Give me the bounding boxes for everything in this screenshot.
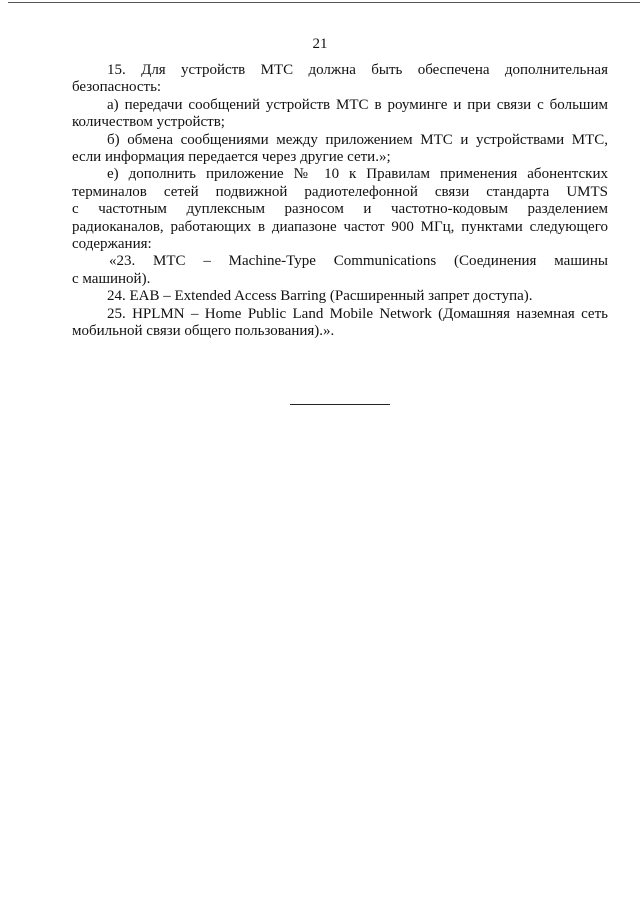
paragraph-24-line-1: 24. EAB – Extended Access Barring (Расширенный запрет доступа). [107, 288, 533, 305]
paragraph-a-line-1: а) передачи сообщений устройств МТС в роуминге и при связи с большим [107, 96, 608, 113]
end-of-document-rule [290, 404, 390, 405]
paragraph-23 [72, 253, 608, 288]
paragraph-25-line-2: мобильной связи общего пользования).». [72, 323, 335, 340]
paragraph-15-line-1: 15. Для устройств МТС должна быть обеспечена дополнительная [107, 62, 608, 78]
paragraph-25 [72, 306, 608, 341]
paragraph-e-line-4: радиоканалов, работающих в диапазоне частот 900 МГц, пунктами следующего [72, 218, 608, 235]
scan-edge-line [8, 2, 640, 3]
paragraph-23-line-2: с машиной). [72, 270, 151, 287]
paragraph-e-line-1: е) дополнить приложение № 10 к Правилам применения абонентских [107, 166, 608, 183]
paragraph-25-line-1: 25. HPLMN – Home Public Land Mobile Network (Домашняя наземная сеть [107, 305, 608, 322]
document-body [72, 62, 608, 341]
paragraph-b [72, 132, 608, 167]
paragraph-a [72, 97, 608, 132]
paragraph-e-line-3: с частотным дуплексным разносом и частотно-кодовым разделением [72, 201, 608, 218]
paragraph-e-line-2: терминалов сетей подвижной радиотелефонной связи стандарта UMTS [72, 183, 608, 200]
paragraph-b-line-2: если информация передается через другие сети.»; [72, 149, 391, 166]
paragraph-e [72, 166, 608, 253]
paragraph-24 [72, 288, 608, 305]
paragraph-23-line-1: «23. МТС – Machine-Type Communications (Соединения машины [109, 253, 608, 270]
paragraph-b-line-1: б) обмена сообщениями между приложением МТС и устройствами МТС, [107, 131, 608, 148]
paragraph-15-line-2: безопасность: [72, 79, 162, 96]
paragraph-a-line-2: количеством устройств; [72, 114, 225, 131]
paragraph-15 [72, 62, 608, 97]
page-number: 21 [312, 36, 328, 52]
paragraph-e-line-5: содержания: [72, 236, 152, 253]
